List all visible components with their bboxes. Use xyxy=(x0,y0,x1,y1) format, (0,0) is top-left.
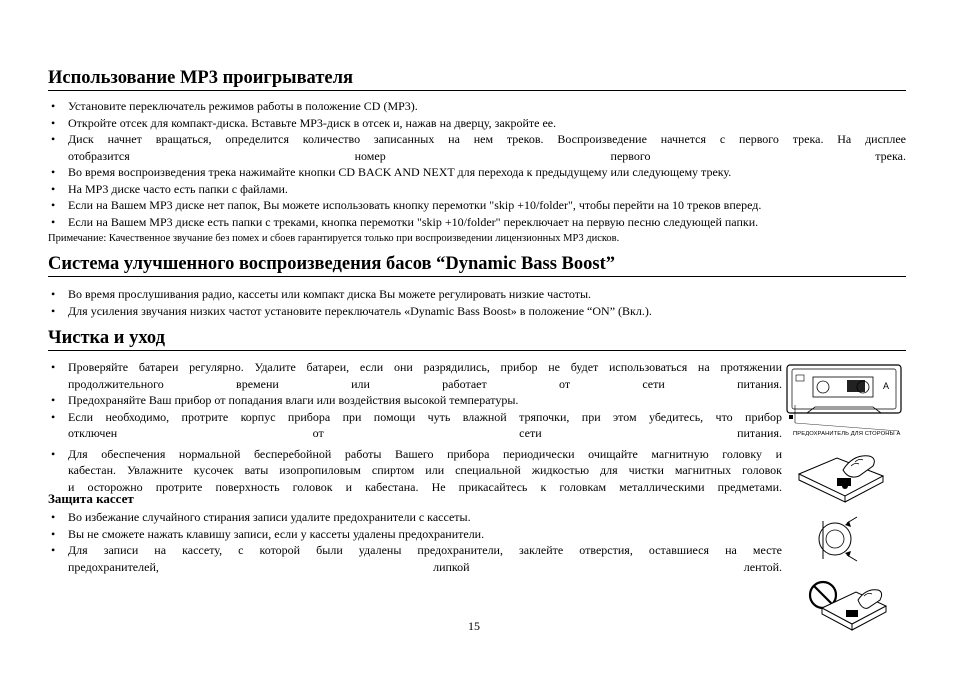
list-item: • Вы не сможете нажать клавишу записи, если у кассеты удалены предохранители. xyxy=(48,526,782,543)
list-item xyxy=(48,446,782,496)
section-title-care: Чистка и уход xyxy=(48,327,906,351)
list-item-line: кабестан. Увлажните кусочек ваты изопропиловым спиртом или специальной жидкостью для чистки магнитных головок xyxy=(68,463,782,477)
list-item: • Во время воспроизведения трека нажимайте кнопки CD BACK AND NEXT для перехода к предыдущему или следующему треку. xyxy=(48,164,906,181)
side-letter: A xyxy=(883,381,890,391)
list-item-line: отобразится номер первого трека. xyxy=(68,148,906,163)
list-item: • Предохраняйте Ваш прибор от попадания влаги или воздействия высокой температуры. xyxy=(48,392,782,409)
cassette-illustration xyxy=(785,363,905,433)
list-item-line: предохранителей, липкой лентой. xyxy=(68,559,782,574)
tape-over-hole-illustration xyxy=(806,578,888,636)
list-item xyxy=(48,131,906,164)
note-text: Примечание: Качественное звучание без помех и сбоев гарантируется только при воспроизведении лицензионных MP3 дисков. xyxy=(48,233,620,244)
list-item-line: Проверяйте батареи регулярно. Удалите батареи, если они разрядились, прибор не будет использоваться на протяжении xyxy=(68,360,782,374)
list-item: • Если на Вашем MP3 диске нет папок, Вы можете использовать кнопку перемотки "skip +10/folder", чтобы перейти на 10 треков вперед. xyxy=(48,197,906,214)
list-item-line: Для записи на кассету, с которой были удалены предохранители, заклейте отверстия, оставшиеся на месте xyxy=(68,543,782,557)
list-item-line: и осторожно протрите поверхность головок и кабестана. Не прикасайтесь к головкам металлическими предметами. xyxy=(68,479,782,494)
cassette-tab-label: ПРЕДОХРАНИТЕЛЬ ДЛЯ СТОРОНЫ А xyxy=(793,431,901,437)
list-item xyxy=(48,409,782,442)
list-item: • Установите переключатель режимов работы в положение CD (MP3). xyxy=(48,98,906,115)
mp3-instructions-list xyxy=(48,98,906,230)
list-item xyxy=(48,542,782,575)
list-item-line: отключен от сети питания. xyxy=(68,426,782,440)
cassette-protection-list xyxy=(48,509,782,575)
list-item-line: Для обеспечения нормальной бесперебойной работы Вашего прибора периодически очищайте магнитную головку и xyxy=(68,446,782,461)
subheading-cassette-protection: Защита кассет xyxy=(48,491,134,506)
list-item-line: продолжительного времени или работает от сети питания. xyxy=(68,376,782,391)
care-list xyxy=(48,359,782,495)
section-title-bass-boost: Система улучшенного воспроизведения басов “Dynamic Bass Boost” xyxy=(48,253,906,277)
list-item: • Если на Вашем MP3 диске есть папки с треками, кнопка перемотки "skip +10/folder" переключает на первую песню следующей папки. xyxy=(48,214,906,231)
list-item-line: Если необходимо, протрите корпус прибора при помощи чуть влажной тряпочки, при этом убедитесь, что прибор xyxy=(68,409,782,424)
page-number: 15 xyxy=(468,619,480,633)
list-item: • Во избежание случайного стирания записи удалите предохранители с кассеты. xyxy=(48,509,782,526)
bass-boost-list xyxy=(48,286,906,319)
cassette-side-view-illustration xyxy=(815,515,865,565)
list-item xyxy=(48,359,782,392)
list-item: • На MP3 диске часто есть папки с файлами. xyxy=(48,181,906,198)
section-title-mp3: Использование MP3 проигрывателя xyxy=(48,67,906,91)
list-item-line: Диск начнет вращаться, определится количество записанных на нем треков. Воспроизведение начнется с первого трека. На дисплее xyxy=(68,132,906,146)
list-item: • Во время прослушивания радио, кассеты или компакт диска Вы можете регулировать низкие частоты. xyxy=(48,286,906,303)
list-item: • Откройте отсек для компакт-диска. Вставьте MP3-диск в отсек и, нажав на дверцу, закройте ее. xyxy=(48,115,906,132)
break-tab-illustration xyxy=(797,446,885,508)
list-item: • Для усиления звучания низких частот установите переключатель «Dynamic Bass Boost» в положение “ON” (Вкл.). xyxy=(48,303,906,320)
